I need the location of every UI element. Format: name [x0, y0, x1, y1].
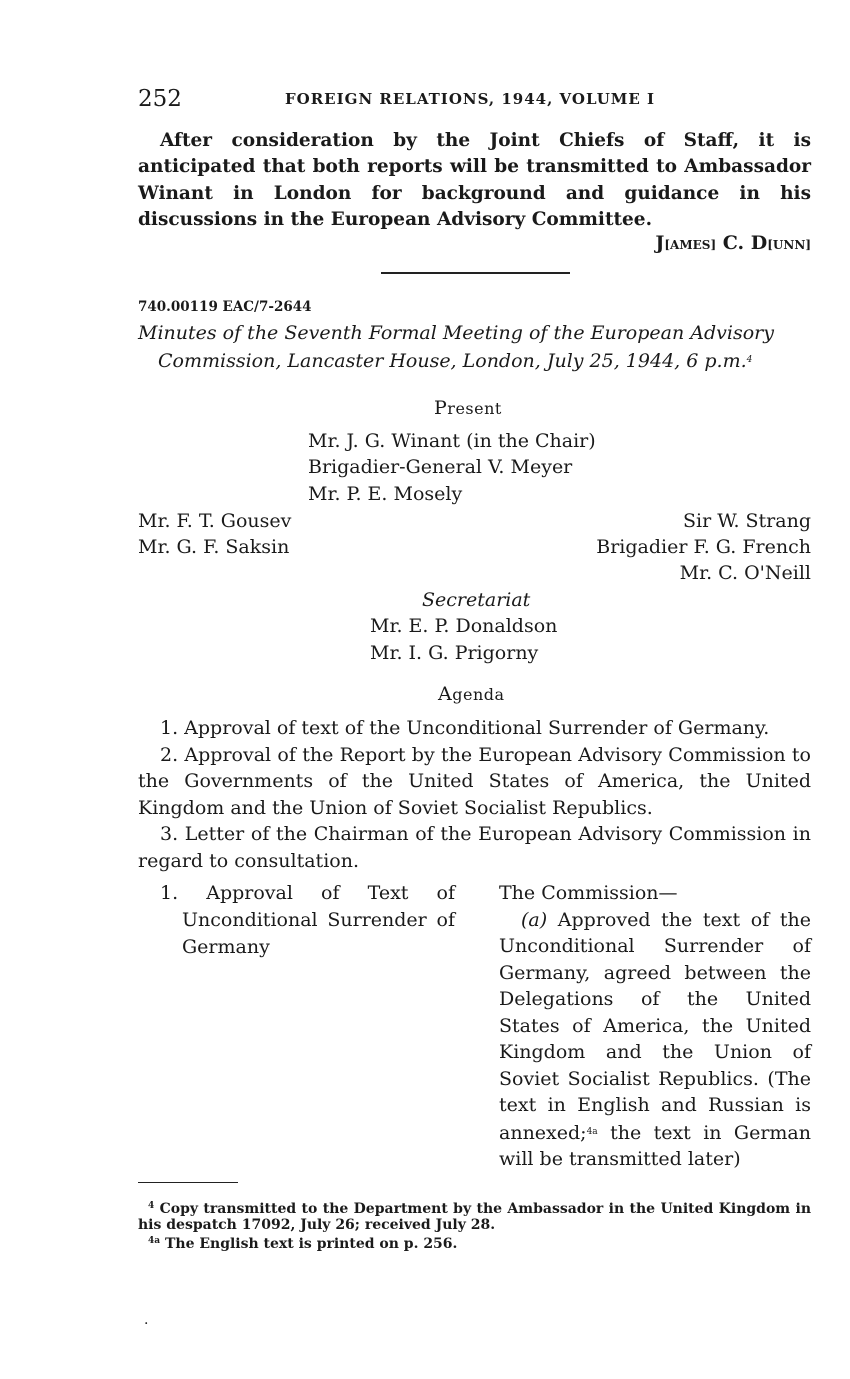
- agenda-item-3: 3. Letter of the Chairman of the European Advisory Commission in regard to consultation.: [138, 823, 811, 872]
- decision-a-footnote-ref: 4a: [586, 1126, 598, 1137]
- decision-a-label: (a): [521, 908, 548, 931]
- secretariat-member-1: Mr. E. P. Donaldson: [370, 615, 558, 637]
- secretariat-heading: Secretariat: [422, 589, 531, 611]
- attendee-center-1: Mr. J. G. Winant (in the Chair): [308, 430, 596, 452]
- running-title: FOREIGN RELATIONS, 1944, VOLUME I: [285, 90, 656, 108]
- item-1-heading: 1. Approval of Text of Unconditional Surrender of Germany: [160, 882, 455, 958]
- item-1-decision: [499, 880, 811, 1173]
- file-id: 740.00119 EAC/7-2644: [138, 299, 312, 315]
- agenda-list: [138, 715, 811, 874]
- title-footnote-ref: 4: [746, 355, 753, 365]
- secretariat-member-2: Mr. I. G. Prigorny: [370, 642, 539, 664]
- signature-initial: J: [655, 232, 665, 254]
- footnote-4a-text: The English text is printed on p. 256.: [160, 1236, 458, 1252]
- footnote-4-text: Copy transmitted to the Department by the Ambassador in the United Kingdom in his despatch 17092, July 26; received July 28.: [138, 1201, 811, 1233]
- attendee-left-2: Mr. G. F. Saksin: [138, 536, 290, 558]
- decision-a: [499, 907, 811, 1173]
- attendee-left-1: Mr. F. T. Gousev: [138, 510, 292, 532]
- footnote-divider: [138, 1182, 238, 1183]
- signature-middle: C. D: [716, 232, 768, 254]
- present-heading: Present: [434, 397, 502, 419]
- commission-intro: The Commission—: [499, 882, 678, 904]
- document-title-text: Minutes of the Seventh Formal Meeting of the European Advisory Commission, Lancaster House, London, July 25, 1944, 6 p.m.: [138, 322, 774, 372]
- stray-mark: ·: [144, 1316, 149, 1332]
- attendee-right-3: Mr. C. O'Neill: [679, 562, 811, 584]
- agenda-item-2: 2. Approval of the Report by the European Advisory Commission to the Governments of the United States of America, the United Kingdom and the Union of Soviet Socialist Republics.: [138, 743, 811, 819]
- attendee-right-1: Sir W. Strang: [683, 510, 811, 532]
- footnote-4a-marker: 4a: [148, 1236, 161, 1246]
- section-divider: [381, 272, 570, 274]
- signature-bracket-last: [UNN]: [767, 238, 811, 252]
- footnotes: [138, 1198, 811, 1252]
- agenda-item-1: 1. Approval of text of the Unconditional Surrender of Germany.: [160, 717, 770, 739]
- attendee-right-2: Brigadier F. G. French: [596, 536, 811, 558]
- footnote-4-marker: 4: [148, 1201, 155, 1211]
- attendee-center-3: Mr. P. E. Mosely: [308, 483, 463, 505]
- decision-a-text: Approved the text of the Unconditional Surrender of Germany, agreed between the Delegations of the United States of America, the United Kingdom and the Union of Soviet Socialist Republics. (The text in English and Russian is annexed;: [499, 908, 811, 1144]
- intro-paragraph: After consideration by the Joint Chiefs of Staff, it is anticipated that both reports will be transmitted to Ambassador Winant in London for background and guidance in his discussions in the European Advisory Committee.: [138, 130, 811, 230]
- document-title: [138, 320, 811, 375]
- decision-a-text-end: the text in German will be transmitted later): [499, 1121, 811, 1170]
- footnote-4a: [138, 1233, 811, 1252]
- signature: [655, 232, 811, 254]
- footnote-4: [138, 1198, 811, 1233]
- attendee-center-2: Brigadier-General V. Meyer: [308, 456, 573, 478]
- signature-bracket-first: [AMES]: [664, 238, 717, 252]
- agenda-heading: Agenda: [438, 683, 505, 705]
- page-number: 252: [138, 86, 182, 112]
